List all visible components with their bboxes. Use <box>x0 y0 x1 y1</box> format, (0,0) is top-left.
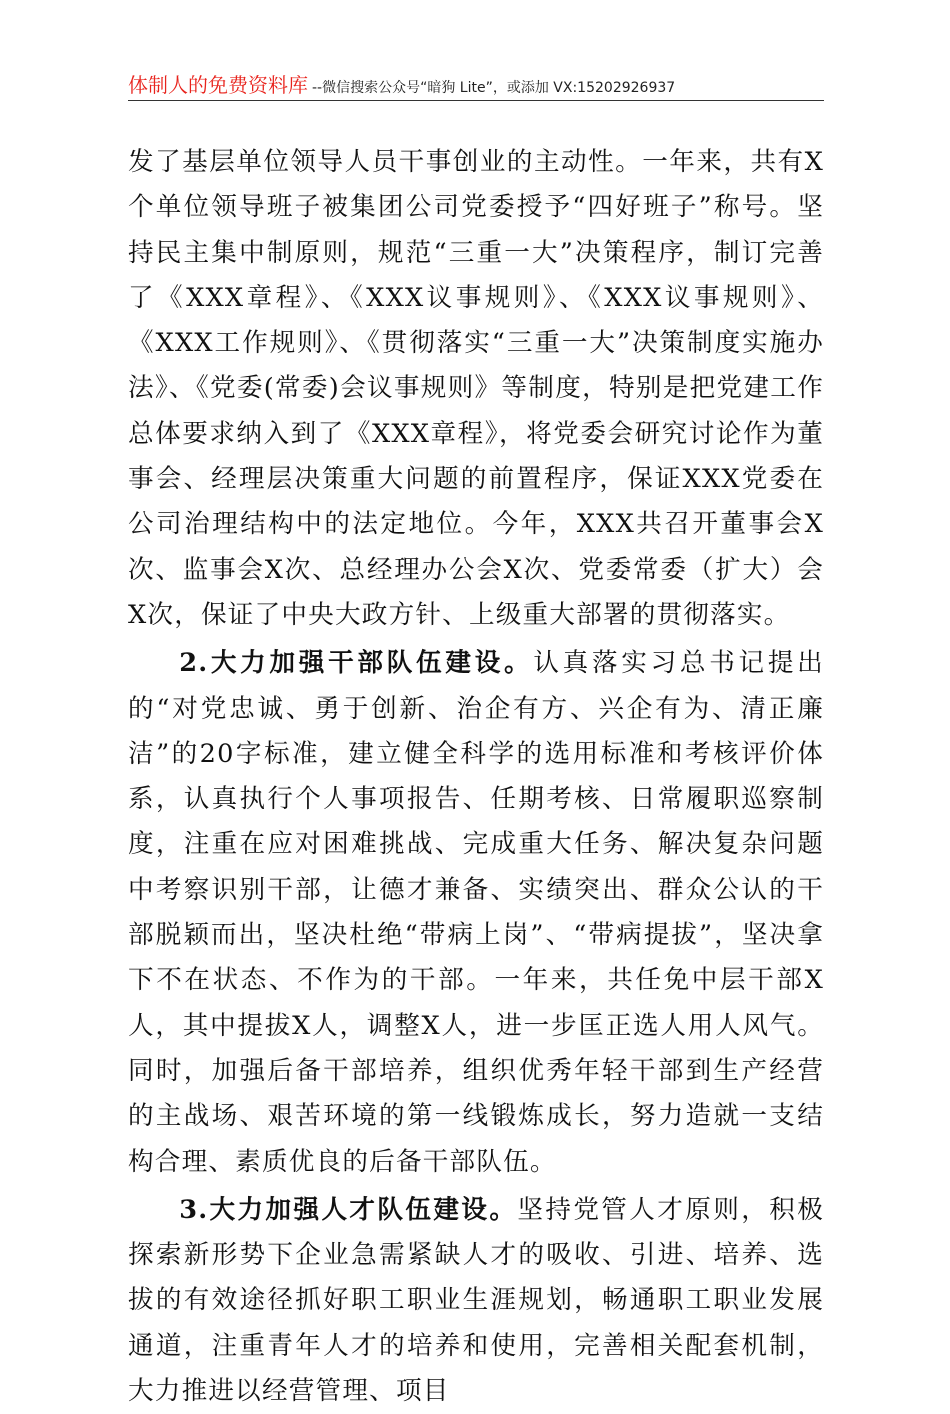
header-title: 体制人的免费资料库 <box>128 73 308 97</box>
paragraph-2-text: 认真落实习总书记提出的“对党忠诚、勇于创新、治企有方、兴企有为、清正廉洁”的20字标准，建立健全科学的选用标准和考核评价体系，认真执行个人事项报告、任期考核、日常履职巡察制度，注重在应对困难挑战、完成重大任务、解决复杂问题中考察识别干部，让德才兼备、实绩突出、群众公认的干部脱颖而出，坚决杜绝“带病上岗”、“带病提拔”，坚决拿下不在状态、不作为的干部。一年来，共任免中层干部X人，其中提拔X人，调整X人，进一步匡正选人用人风气。同时，加强后备干部培养，组织优秀年轻干部到生产经营的主战场、艰苦环境的第一线锻炼成长，努力造就一支结构合理、素质优良的后备干部队伍。 <box>128 648 824 1177</box>
paragraph-1-text: 发了基层单位领导人员干事创业的主动性。一年来，共有X个单位领导班子被集团公司党委授予“四好班子”称号。坚持民主集中制原则，规范“三重一大”决策程序，制订完善了《XXX章程》、《XXX议事规则》、《XXX议事规则》、《XXX工作规则》、《贯彻落实“三重一大”决策制度实施办法》、《党委(常委)会议事规则》等制度，特别是把党建工作总体要求纳入到了《XXX章程》，将党委会研究讨论作为董事会、经理层决策重大问题的前置程序，保证XXX党委在公司治理结构中的法定地位。今年，XXX共召开董事会X次、监事会X次、总经理办公会X次、党委常委（扩大）会X次，保证了中央大政方针、上级重大部署的贯彻落实。 <box>128 147 824 630</box>
document-body <box>128 140 824 1414</box>
paragraph-2-heading: 2.大力加强干部队伍建设。 <box>179 648 534 679</box>
paragraph-3-heading: 3.大力加强人才队伍建设。 <box>179 1194 518 1225</box>
header-subtitle: --微信搜索公众号“暗狗 Lite”，或添加 VX:15202926937 <box>312 80 676 96</box>
paragraph-2 <box>128 641 824 1185</box>
paragraph-3 <box>128 1188 824 1414</box>
paragraph-1 <box>128 140 824 638</box>
page-header <box>128 72 824 101</box>
paragraph-3-text: 坚持党管人才原则，积极探索新形势下企业急需紧缺人才的吸收、引进、培养、选拔的有效途径抓好职工职业生涯规划，畅通职工职业发展通道，注重青年人才的培养和使用，完善相关配套机制，大力推进以经营管理、项目 <box>128 1194 824 1407</box>
